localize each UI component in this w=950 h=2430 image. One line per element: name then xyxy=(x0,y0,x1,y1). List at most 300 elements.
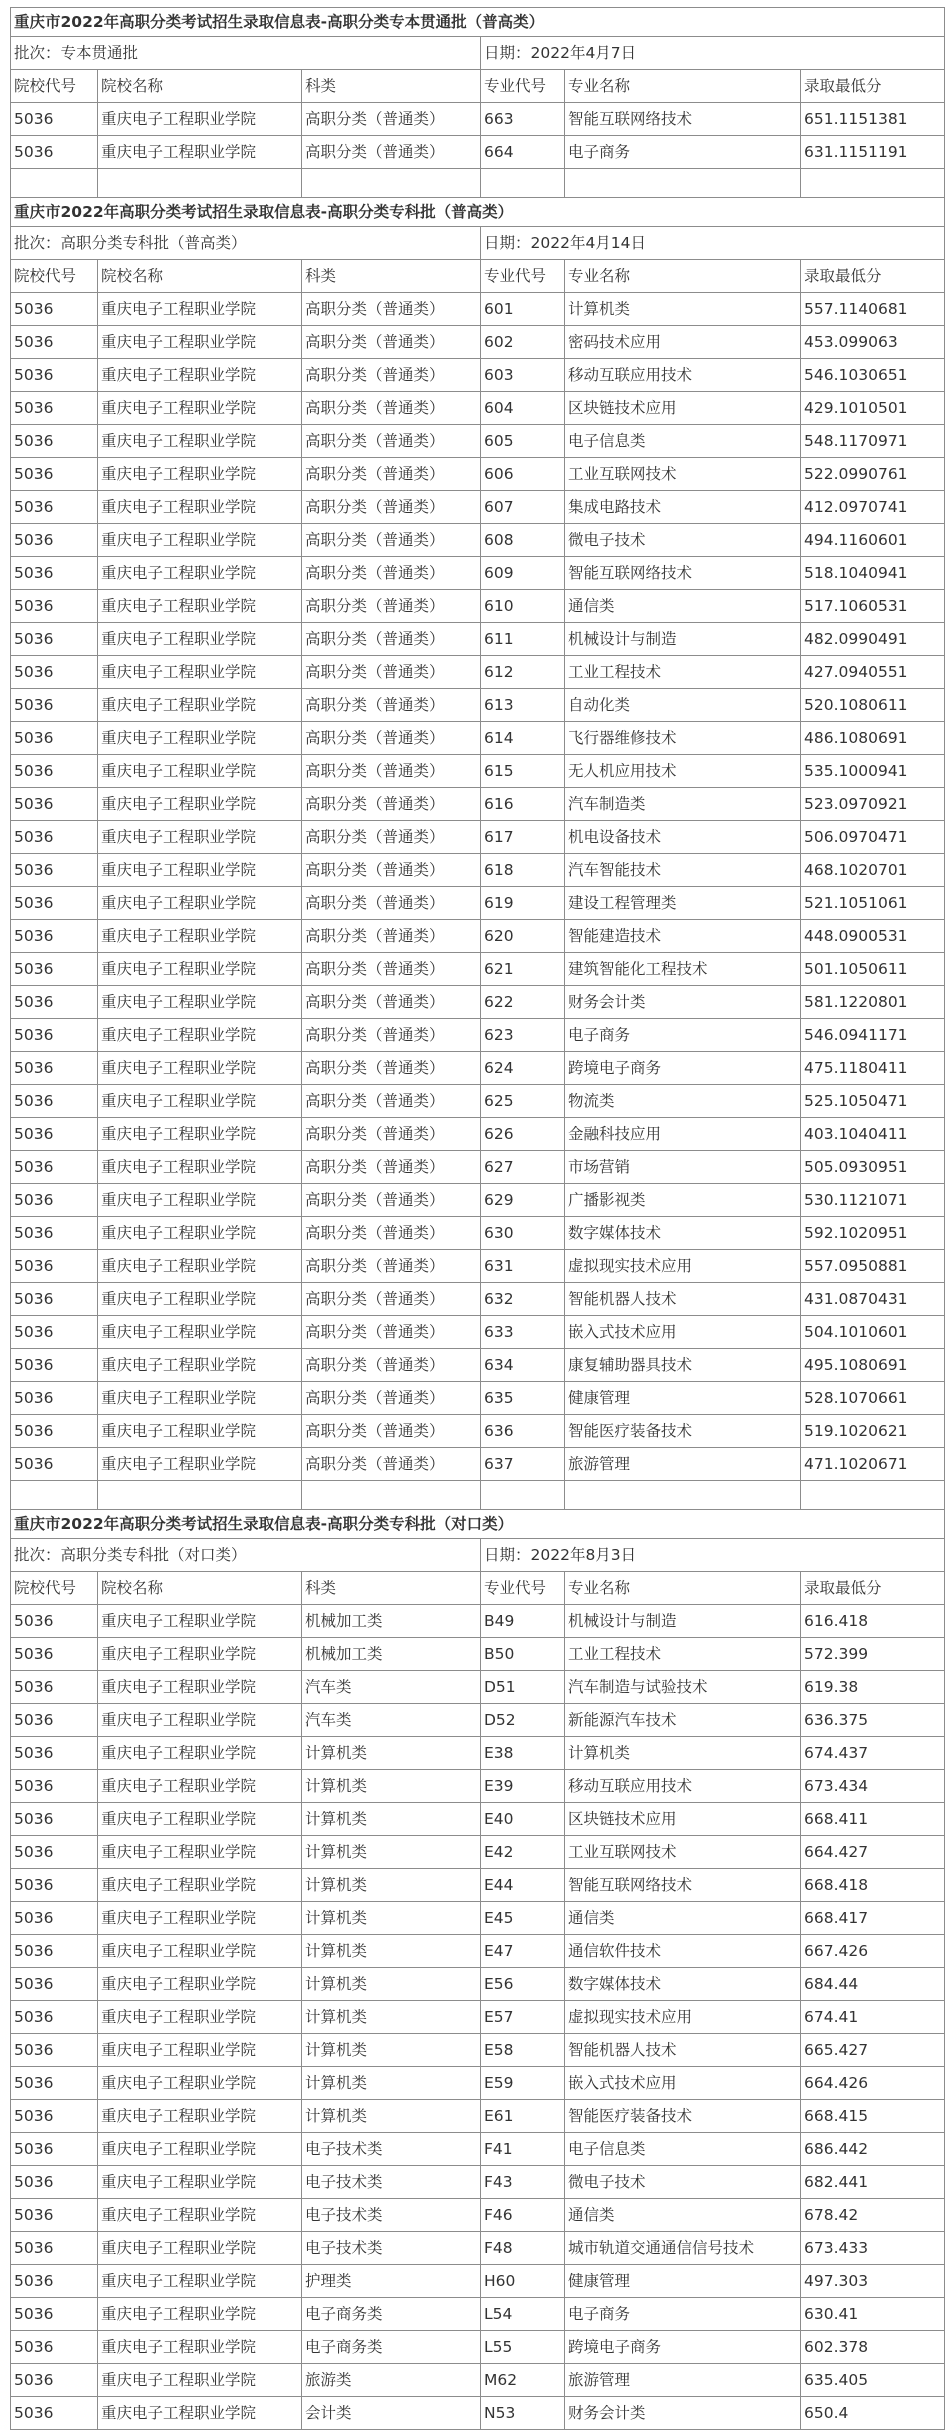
major-code-cell: 626 xyxy=(481,1118,565,1151)
major-name-cell: 旅游管理 xyxy=(565,1448,801,1481)
min-score-cell: 674.41 xyxy=(801,2001,945,2034)
major-code-header: 专业代号 xyxy=(481,70,565,103)
school-name-cell: 重庆电子工程职业学院 xyxy=(98,821,302,854)
school-code-cell: 5036 xyxy=(11,103,98,136)
school-name-cell: 重庆电子工程职业学院 xyxy=(98,1638,302,1671)
school-code-cell: 5036 xyxy=(11,1869,98,1902)
min-score-cell: 674.437 xyxy=(801,1737,945,1770)
table-row xyxy=(11,392,945,425)
table-row xyxy=(11,524,945,557)
major-code-cell: F46 xyxy=(481,2199,565,2232)
section-title-row xyxy=(11,8,945,37)
school-code-cell: 5036 xyxy=(11,1770,98,1803)
category-cell: 汽车类 xyxy=(302,1704,481,1737)
school-name-cell: 重庆电子工程职业学院 xyxy=(98,1935,302,1968)
table-row xyxy=(11,1704,945,1737)
major-name-cell: 财务会计类 xyxy=(565,986,801,1019)
major-name-header: 专业名称 xyxy=(565,1572,801,1605)
school-name-cell: 重庆电子工程职业学院 xyxy=(98,2298,302,2331)
major-code-cell: 613 xyxy=(481,689,565,722)
major-name-cell: 金融科技应用 xyxy=(565,1118,801,1151)
category-cell: 高职分类（普通类） xyxy=(302,887,481,920)
major-code-cell: E56 xyxy=(481,1968,565,2001)
table-row xyxy=(11,1803,945,1836)
blank-separator-row xyxy=(11,1481,945,1510)
category-cell: 计算机类 xyxy=(302,1902,481,1935)
major-name-cell: 自动化类 xyxy=(565,689,801,722)
table-row xyxy=(11,2100,945,2133)
empty-cell xyxy=(481,169,565,198)
empty-cell xyxy=(565,1481,801,1510)
min-score-cell: 631.1151191 xyxy=(801,136,945,169)
major-name-cell: 区块链技术应用 xyxy=(565,1803,801,1836)
school-name-cell: 重庆电子工程职业学院 xyxy=(98,1448,302,1481)
category-cell: 高职分类（普通类） xyxy=(302,1349,481,1382)
school-name-cell: 重庆电子工程职业学院 xyxy=(98,2397,302,2430)
category-cell: 计算机类 xyxy=(302,1737,481,1770)
school-code-cell: 5036 xyxy=(11,1803,98,1836)
school-code-cell: 5036 xyxy=(11,2265,98,2298)
min-score-cell: 616.418 xyxy=(801,1605,945,1638)
table-row xyxy=(11,986,945,1019)
empty-cell xyxy=(801,169,945,198)
major-name-cell: 通信类 xyxy=(565,1902,801,1935)
school-name-cell: 重庆电子工程职业学院 xyxy=(98,1415,302,1448)
major-code-cell: 619 xyxy=(481,887,565,920)
table-row xyxy=(11,788,945,821)
school-name-cell: 重庆电子工程职业学院 xyxy=(98,293,302,326)
major-code-cell: E57 xyxy=(481,2001,565,2034)
school-code-header: 院校代号 xyxy=(11,70,98,103)
school-name-cell: 重庆电子工程职业学院 xyxy=(98,1968,302,2001)
table-row xyxy=(11,1019,945,1052)
school-name-cell: 重庆电子工程职业学院 xyxy=(98,2265,302,2298)
min-score-cell: 557.1140681 xyxy=(801,293,945,326)
category-cell: 电子商务类 xyxy=(302,2331,481,2364)
min-score-cell: 686.442 xyxy=(801,2133,945,2166)
major-code-cell: 604 xyxy=(481,392,565,425)
major-code-cell: 607 xyxy=(481,491,565,524)
school-code-header: 院校代号 xyxy=(11,1572,98,1605)
major-name-cell: 工业互联网技术 xyxy=(565,1836,801,1869)
major-name-cell: 数字媒体技术 xyxy=(565,1217,801,1250)
major-code-cell: B49 xyxy=(481,1605,565,1638)
major-code-cell: 611 xyxy=(481,623,565,656)
school-name-cell: 重庆电子工程职业学院 xyxy=(98,2100,302,2133)
school-name-cell: 重庆电子工程职业学院 xyxy=(98,1605,302,1638)
major-name-cell: 通信软件技术 xyxy=(565,1935,801,1968)
school-name-cell: 重庆电子工程职业学院 xyxy=(98,1836,302,1869)
batch-date-row xyxy=(11,37,945,70)
major-code-cell: 605 xyxy=(481,425,565,458)
table-row xyxy=(11,2001,945,2034)
table-row xyxy=(11,755,945,788)
category-cell: 计算机类 xyxy=(302,2034,481,2067)
min-score-cell: 651.1151381 xyxy=(801,103,945,136)
major-code-cell: 608 xyxy=(481,524,565,557)
empty-cell xyxy=(11,1481,98,1510)
school-code-cell: 5036 xyxy=(11,2133,98,2166)
school-name-cell: 重庆电子工程职业学院 xyxy=(98,136,302,169)
category-cell: 高职分类（普通类） xyxy=(302,557,481,590)
min-score-cell: 517.1060531 xyxy=(801,590,945,623)
school-code-cell: 5036 xyxy=(11,2001,98,2034)
min-score-cell: 497.303 xyxy=(801,2265,945,2298)
major-code-cell: F41 xyxy=(481,2133,565,2166)
major-code-header: 专业代号 xyxy=(481,1572,565,1605)
school-name-cell: 重庆电子工程职业学院 xyxy=(98,1902,302,1935)
table-row xyxy=(11,2232,945,2265)
school-code-cell: 5036 xyxy=(11,491,98,524)
category-cell: 计算机类 xyxy=(302,1770,481,1803)
category-cell: 电子技术类 xyxy=(302,2199,481,2232)
major-name-cell: 飞行器维修技术 xyxy=(565,722,801,755)
category-cell: 计算机类 xyxy=(302,2067,481,2100)
school-name-cell: 重庆电子工程职业学院 xyxy=(98,2199,302,2232)
min-score-cell: 505.0930951 xyxy=(801,1151,945,1184)
school-code-cell: 5036 xyxy=(11,1052,98,1085)
school-name-cell: 重庆电子工程职业学院 xyxy=(98,425,302,458)
min-score-cell: 592.1020951 xyxy=(801,1217,945,1250)
table-row xyxy=(11,1770,945,1803)
table-row xyxy=(11,623,945,656)
major-code-cell: L54 xyxy=(481,2298,565,2331)
min-score-cell: 630.41 xyxy=(801,2298,945,2331)
major-code-cell: E40 xyxy=(481,1803,565,1836)
major-name-cell: 广播影视类 xyxy=(565,1184,801,1217)
column-header-row xyxy=(11,1572,945,1605)
table-row xyxy=(11,1671,945,1704)
category-cell: 高职分类（普通类） xyxy=(302,953,481,986)
category-cell: 高职分类（普通类） xyxy=(302,590,481,623)
category-header: 科类 xyxy=(302,1572,481,1605)
school-name-cell: 重庆电子工程职业学院 xyxy=(98,755,302,788)
table-row xyxy=(11,2364,945,2397)
major-name-cell: 汽车制造与试验技术 xyxy=(565,1671,801,1704)
table-row xyxy=(11,1415,945,1448)
min-score-cell: 668.418 xyxy=(801,1869,945,1902)
category-cell: 计算机类 xyxy=(302,1935,481,1968)
section-title-row xyxy=(11,198,945,227)
category-cell: 计算机类 xyxy=(302,2100,481,2133)
category-cell: 电子技术类 xyxy=(302,2232,481,2265)
min-score-cell: 535.1000941 xyxy=(801,755,945,788)
min-score-cell: 602.378 xyxy=(801,2331,945,2364)
school-code-cell: 5036 xyxy=(11,2199,98,2232)
category-cell: 高职分类（普通类） xyxy=(302,103,481,136)
school-name-cell: 重庆电子工程职业学院 xyxy=(98,326,302,359)
table-row xyxy=(11,854,945,887)
major-code-cell: L55 xyxy=(481,2331,565,2364)
school-code-cell: 5036 xyxy=(11,623,98,656)
major-name-cell: 微电子技术 xyxy=(565,524,801,557)
school-code-cell: 5036 xyxy=(11,656,98,689)
school-code-cell: 5036 xyxy=(11,1382,98,1415)
min-score-cell: 665.427 xyxy=(801,2034,945,2067)
category-cell: 高职分类（普通类） xyxy=(302,1250,481,1283)
min-score-cell: 525.1050471 xyxy=(801,1085,945,1118)
major-name-cell: 智能建造技术 xyxy=(565,920,801,953)
major-name-cell: 康复辅助器具技术 xyxy=(565,1349,801,1382)
major-code-cell: E44 xyxy=(481,1869,565,1902)
major-name-cell: 建设工程管理类 xyxy=(565,887,801,920)
school-code-cell: 5036 xyxy=(11,326,98,359)
min-score-cell: 403.1040411 xyxy=(801,1118,945,1151)
category-cell: 高职分类（普通类） xyxy=(302,1316,481,1349)
category-cell: 高职分类（普通类） xyxy=(302,689,481,722)
major-name-cell: 移动互联应用技术 xyxy=(565,359,801,392)
table-row xyxy=(11,2133,945,2166)
major-name-cell: 机械设计与制造 xyxy=(565,1605,801,1638)
major-code-cell: E59 xyxy=(481,2067,565,2100)
table-row xyxy=(11,689,945,722)
major-code-cell: N53 xyxy=(481,2397,565,2430)
major-name-cell: 电子商务 xyxy=(565,1019,801,1052)
school-name-cell: 重庆电子工程职业学院 xyxy=(98,392,302,425)
table-row xyxy=(11,1151,945,1184)
school-code-cell: 5036 xyxy=(11,722,98,755)
table-row xyxy=(11,1085,945,1118)
major-code-cell: 615 xyxy=(481,755,565,788)
major-name-cell: 智能互联网络技术 xyxy=(565,103,801,136)
date-label: 日期：2022年4月14日 xyxy=(481,227,945,260)
min-score-cell: 668.415 xyxy=(801,2100,945,2133)
category-cell: 电子技术类 xyxy=(302,2166,481,2199)
major-name-cell: 城市轨道交通通信信号技术 xyxy=(565,2232,801,2265)
school-code-cell: 5036 xyxy=(11,136,98,169)
table-row xyxy=(11,458,945,491)
date-label: 日期：2022年4月7日 xyxy=(481,37,945,70)
min-score-cell: 650.4 xyxy=(801,2397,945,2430)
major-code-cell: 634 xyxy=(481,1349,565,1382)
school-code-cell: 5036 xyxy=(11,1349,98,1382)
major-code-cell: D52 xyxy=(481,1704,565,1737)
school-name-cell: 重庆电子工程职业学院 xyxy=(98,1250,302,1283)
table-row xyxy=(11,1836,945,1869)
school-code-cell: 5036 xyxy=(11,887,98,920)
batch-label: 批次：高职分类专科批（普高类） xyxy=(11,227,481,260)
table-row xyxy=(11,103,945,136)
category-cell: 电子技术类 xyxy=(302,2133,481,2166)
category-cell: 高职分类（普通类） xyxy=(302,524,481,557)
school-code-cell: 5036 xyxy=(11,1019,98,1052)
major-name-cell: 智能医疗装备技术 xyxy=(565,1415,801,1448)
table-row xyxy=(11,887,945,920)
major-name-cell: 智能机器人技术 xyxy=(565,1283,801,1316)
major-name-cell: 跨境电子商务 xyxy=(565,1052,801,1085)
school-code-cell: 5036 xyxy=(11,2331,98,2364)
column-header-row xyxy=(11,260,945,293)
major-code-cell: 610 xyxy=(481,590,565,623)
major-code-cell: F48 xyxy=(481,2232,565,2265)
major-code-cell: E38 xyxy=(481,1737,565,1770)
category-cell: 高职分类（普通类） xyxy=(302,1052,481,1085)
school-code-cell: 5036 xyxy=(11,1605,98,1638)
school-name-cell: 重庆电子工程职业学院 xyxy=(98,2166,302,2199)
table-row xyxy=(11,1448,945,1481)
category-cell: 计算机类 xyxy=(302,2001,481,2034)
min-score-cell: 548.1170971 xyxy=(801,425,945,458)
batch-label: 批次：高职分类专科批（对口类） xyxy=(11,1539,481,1572)
table-row xyxy=(11,1184,945,1217)
major-code-cell: 627 xyxy=(481,1151,565,1184)
min-score-cell: 678.42 xyxy=(801,2199,945,2232)
school-name-cell: 重庆电子工程职业学院 xyxy=(98,1737,302,1770)
min-score-cell: 668.417 xyxy=(801,1902,945,1935)
min-score-cell: 471.1020671 xyxy=(801,1448,945,1481)
major-name-cell: 电子商务 xyxy=(565,136,801,169)
school-code-cell: 5036 xyxy=(11,2232,98,2265)
min-score-cell: 673.433 xyxy=(801,2232,945,2265)
table-row xyxy=(11,2067,945,2100)
category-cell: 高职分类（普通类） xyxy=(302,491,481,524)
school-code-cell: 5036 xyxy=(11,2034,98,2067)
major-name-cell: 健康管理 xyxy=(565,2265,801,2298)
major-code-cell: 621 xyxy=(481,953,565,986)
table-row xyxy=(11,2265,945,2298)
empty-cell xyxy=(98,1481,302,1510)
school-code-cell: 5036 xyxy=(11,458,98,491)
min-score-cell: 448.0900531 xyxy=(801,920,945,953)
table-row xyxy=(11,136,945,169)
school-name-cell: 重庆电子工程职业学院 xyxy=(98,887,302,920)
table-row xyxy=(11,2397,945,2430)
min-score-cell: 668.411 xyxy=(801,1803,945,1836)
category-cell: 护理类 xyxy=(302,2265,481,2298)
school-code-cell: 5036 xyxy=(11,953,98,986)
school-code-cell: 5036 xyxy=(11,2100,98,2133)
min-score-header: 录取最低分 xyxy=(801,260,945,293)
major-name-cell: 通信类 xyxy=(565,590,801,623)
school-code-cell: 5036 xyxy=(11,1151,98,1184)
school-name-cell: 重庆电子工程职业学院 xyxy=(98,1671,302,1704)
empty-cell xyxy=(302,169,481,198)
major-code-cell: 609 xyxy=(481,557,565,590)
min-score-cell: 427.0940551 xyxy=(801,656,945,689)
min-score-cell: 557.0950881 xyxy=(801,1250,945,1283)
school-name-cell: 重庆电子工程职业学院 xyxy=(98,953,302,986)
table-row xyxy=(11,1118,945,1151)
major-code-cell: 602 xyxy=(481,326,565,359)
major-name-cell: 智能机器人技术 xyxy=(565,2034,801,2067)
category-cell: 高职分类（普通类） xyxy=(302,392,481,425)
batch-date-row xyxy=(11,1539,945,1572)
school-code-cell: 5036 xyxy=(11,1737,98,1770)
school-name-cell: 重庆电子工程职业学院 xyxy=(98,590,302,623)
school-name-cell: 重庆电子工程职业学院 xyxy=(98,2232,302,2265)
min-score-cell: 664.426 xyxy=(801,2067,945,2100)
school-name-cell: 重庆电子工程职业学院 xyxy=(98,2364,302,2397)
school-name-cell: 重庆电子工程职业学院 xyxy=(98,788,302,821)
min-score-header: 录取最低分 xyxy=(801,70,945,103)
school-name-cell: 重庆电子工程职业学院 xyxy=(98,2067,302,2100)
school-name-cell: 重庆电子工程职业学院 xyxy=(98,689,302,722)
category-cell: 高职分类（普通类） xyxy=(302,1184,481,1217)
major-code-cell: 631 xyxy=(481,1250,565,1283)
category-cell: 高职分类（普通类） xyxy=(302,920,481,953)
school-code-cell: 5036 xyxy=(11,821,98,854)
school-code-cell: 5036 xyxy=(11,986,98,1019)
category-cell: 机械加工类 xyxy=(302,1605,481,1638)
category-cell: 计算机类 xyxy=(302,1968,481,2001)
category-cell: 机械加工类 xyxy=(302,1638,481,1671)
major-name-cell: 新能源汽车技术 xyxy=(565,1704,801,1737)
school-name-cell: 重庆电子工程职业学院 xyxy=(98,524,302,557)
table-row xyxy=(11,326,945,359)
min-score-cell: 636.375 xyxy=(801,1704,945,1737)
blank-separator-row xyxy=(11,169,945,198)
school-name-cell: 重庆电子工程职业学院 xyxy=(98,722,302,755)
table-row xyxy=(11,656,945,689)
table-row xyxy=(11,359,945,392)
school-name-cell: 重庆电子工程职业学院 xyxy=(98,557,302,590)
category-cell: 高职分类（普通类） xyxy=(302,623,481,656)
min-score-cell: 495.1080691 xyxy=(801,1349,945,1382)
school-code-cell: 5036 xyxy=(11,590,98,623)
table-row xyxy=(11,920,945,953)
table-row xyxy=(11,1349,945,1382)
school-name-cell: 重庆电子工程职业学院 xyxy=(98,1316,302,1349)
major-name-cell: 汽车制造类 xyxy=(565,788,801,821)
min-score-cell: 521.1051061 xyxy=(801,887,945,920)
school-code-cell: 5036 xyxy=(11,2397,98,2430)
category-cell: 旅游类 xyxy=(302,2364,481,2397)
category-header: 科类 xyxy=(302,70,481,103)
major-code-cell: 635 xyxy=(481,1382,565,1415)
major-code-cell: 624 xyxy=(481,1052,565,1085)
min-score-cell: 664.427 xyxy=(801,1836,945,1869)
school-code-cell: 5036 xyxy=(11,1184,98,1217)
category-cell: 高职分类（普通类） xyxy=(302,359,481,392)
school-code-cell: 5036 xyxy=(11,1704,98,1737)
min-score-cell: 519.1020621 xyxy=(801,1415,945,1448)
min-score-cell: 494.1160601 xyxy=(801,524,945,557)
major-code-cell: E39 xyxy=(481,1770,565,1803)
date-label: 日期：2022年8月3日 xyxy=(481,1539,945,1572)
school-code-cell: 5036 xyxy=(11,920,98,953)
major-code-cell: 603 xyxy=(481,359,565,392)
major-name-cell: 虚拟现实技术应用 xyxy=(565,2001,801,2034)
major-name-cell: 电子商务 xyxy=(565,2298,801,2331)
min-score-cell: 522.0990761 xyxy=(801,458,945,491)
major-name-cell: 密码技术应用 xyxy=(565,326,801,359)
school-name-cell: 重庆电子工程职业学院 xyxy=(98,1085,302,1118)
section-title: 重庆市2022年高职分类考试招生录取信息表-高职分类专科批（普高类） xyxy=(11,198,945,227)
table-row xyxy=(11,1869,945,1902)
empty-cell xyxy=(11,169,98,198)
major-code-cell: 632 xyxy=(481,1283,565,1316)
major-name-cell: 市场营销 xyxy=(565,1151,801,1184)
min-score-cell: 667.426 xyxy=(801,1935,945,1968)
category-cell: 会计类 xyxy=(302,2397,481,2430)
major-code-cell: 630 xyxy=(481,1217,565,1250)
table-row xyxy=(11,722,945,755)
category-cell: 高职分类（普通类） xyxy=(302,1217,481,1250)
category-cell: 高职分类（普通类） xyxy=(302,755,481,788)
major-name-cell: 无人机应用技术 xyxy=(565,755,801,788)
category-cell: 高职分类（普通类） xyxy=(302,854,481,887)
min-score-cell: 486.1080691 xyxy=(801,722,945,755)
table-row xyxy=(11,2034,945,2067)
school-code-cell: 5036 xyxy=(11,557,98,590)
table-row xyxy=(11,1382,945,1415)
school-name-cell: 重庆电子工程职业学院 xyxy=(98,1803,302,1836)
min-score-cell: 506.0970471 xyxy=(801,821,945,854)
school-code-cell: 5036 xyxy=(11,293,98,326)
table-row xyxy=(11,557,945,590)
table-row xyxy=(11,590,945,623)
major-code-cell: B50 xyxy=(481,1638,565,1671)
